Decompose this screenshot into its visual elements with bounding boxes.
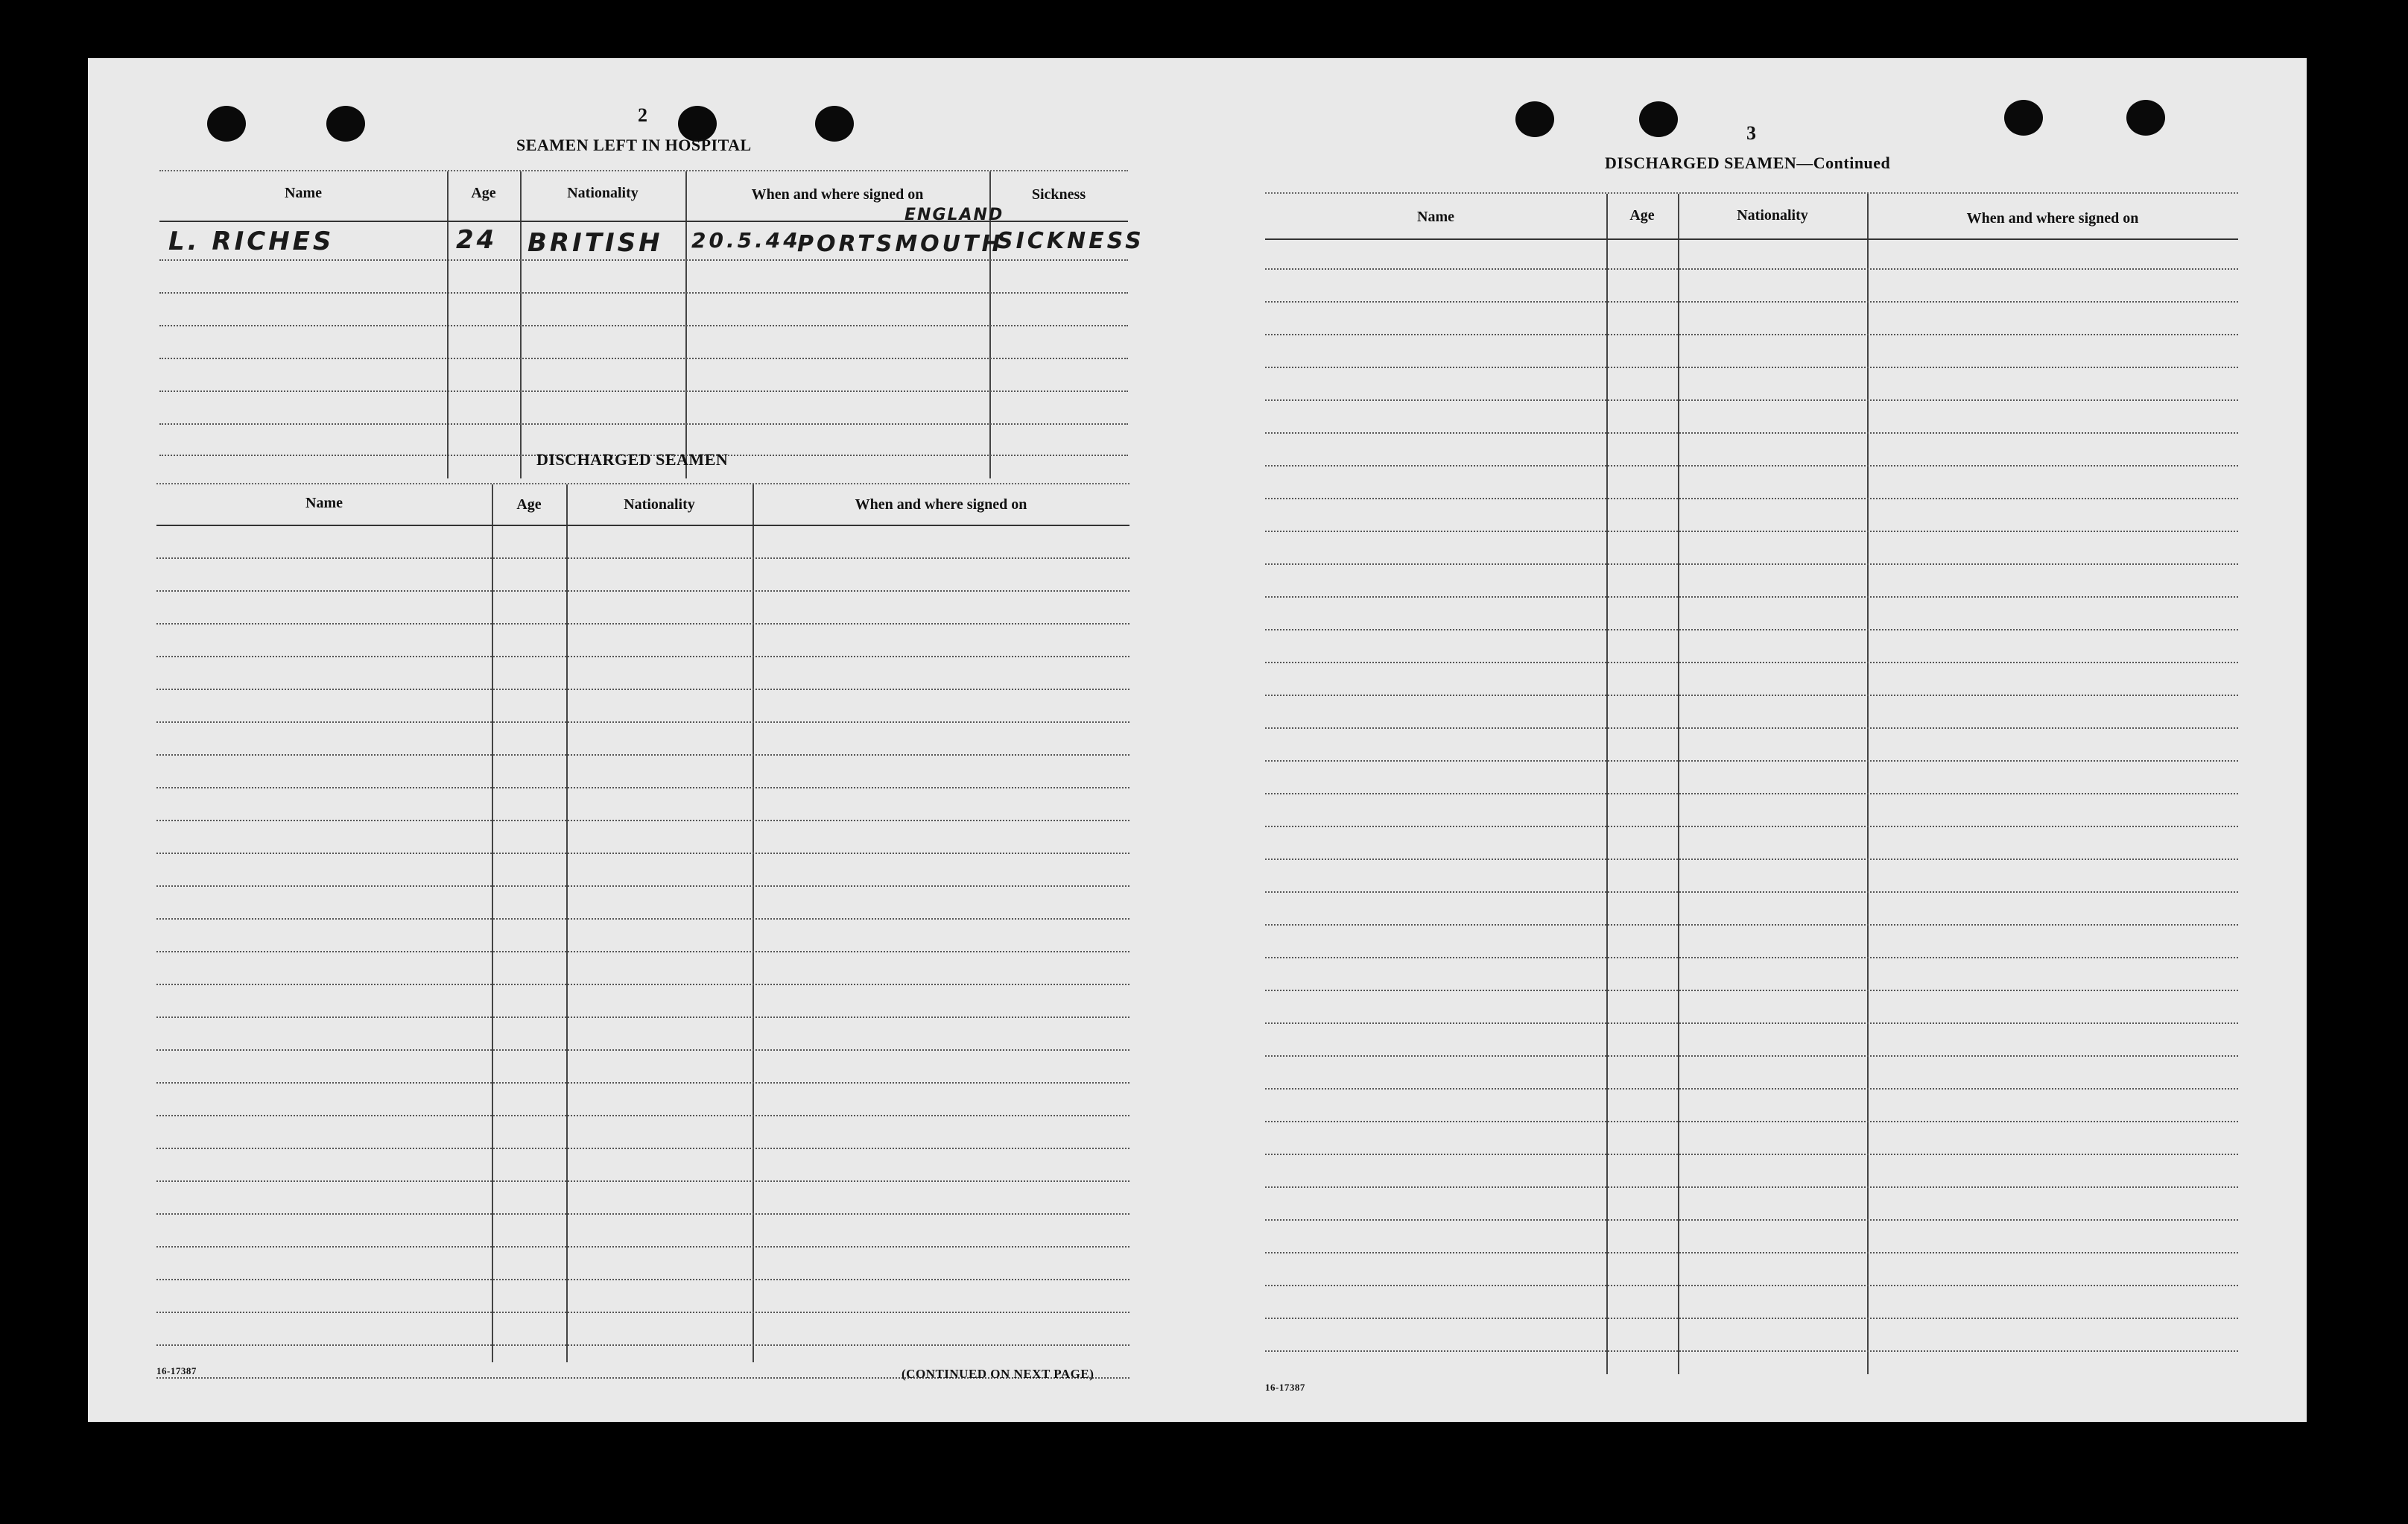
row-rule xyxy=(1265,1154,2238,1155)
column-divider xyxy=(1606,194,1608,1374)
discharged-table-left xyxy=(156,483,1129,1362)
row-rule xyxy=(1265,629,2238,630)
col-header-nationality: Nationality xyxy=(1737,207,1808,224)
column-divider xyxy=(1678,194,1679,1374)
right-section-title: DISCHARGED SEAMEN—Continued xyxy=(1605,154,1891,172)
row-rule xyxy=(1265,727,2238,729)
row-rule xyxy=(1265,465,2238,467)
row-rule xyxy=(156,984,1129,985)
row-rule xyxy=(1265,531,2238,532)
row-rule xyxy=(156,1312,1129,1313)
row-rule xyxy=(156,590,1129,592)
row-rule xyxy=(159,391,1128,392)
row-rule xyxy=(1265,1219,2238,1221)
row-rule xyxy=(156,1213,1129,1215)
row-rule xyxy=(1265,793,2238,794)
col-header-nationality: Nationality xyxy=(567,185,639,201)
col-header-name: Name xyxy=(305,495,343,511)
row-rule xyxy=(1265,498,2238,499)
row-rule xyxy=(156,820,1129,821)
row-rule xyxy=(156,1246,1129,1248)
entry-age: 24 xyxy=(456,225,498,255)
row-rule xyxy=(156,623,1129,625)
discharged-table-right xyxy=(1265,192,2238,1374)
row-rule xyxy=(156,1049,1129,1051)
row-rule xyxy=(1265,662,2238,663)
row-rule xyxy=(156,656,1129,657)
left-page-number: 2 xyxy=(638,104,647,126)
row-rule xyxy=(1265,367,2238,368)
entry-nationality: BRITISH xyxy=(527,228,663,258)
row-rule xyxy=(1265,1318,2238,1319)
row-rule xyxy=(156,885,1129,887)
col-header-age: Age xyxy=(516,496,542,513)
row-rule xyxy=(159,423,1128,425)
row-rule xyxy=(159,358,1128,359)
left-form-number: 16-17387 xyxy=(156,1365,197,1376)
col-header-name: Name xyxy=(1417,209,1454,225)
row-rule xyxy=(1265,859,2238,860)
row-rule xyxy=(156,787,1129,788)
row-rule xyxy=(1265,399,2238,401)
punch-hole xyxy=(1515,101,1554,137)
row-rule xyxy=(159,259,1128,261)
punch-hole xyxy=(1639,101,1678,137)
continued-note: (CONTINUED ON NEXT PAGE) xyxy=(902,1367,1094,1381)
row-rule xyxy=(156,1344,1129,1346)
row-rule xyxy=(156,951,1129,952)
row-rule xyxy=(1265,1022,2238,1024)
row-rule xyxy=(1265,695,2238,696)
entry-name: L. RICHES xyxy=(168,227,335,256)
row-rule xyxy=(1265,760,2238,762)
row-rule xyxy=(1265,301,2238,303)
row-rule xyxy=(156,1180,1129,1182)
row-rule xyxy=(156,1115,1129,1116)
row-rule xyxy=(1265,334,2238,335)
row-rule xyxy=(1265,268,2238,270)
col-header-signed-on: When and where signed on xyxy=(751,186,924,203)
row-rule xyxy=(156,853,1129,854)
col-header-sickness: Sickness xyxy=(1031,186,1086,203)
row-rule xyxy=(156,1016,1129,1018)
entry-sickness: SICKNESS xyxy=(997,228,1144,254)
row-rule xyxy=(1265,891,2238,893)
entry-date: 20.5.44 xyxy=(691,228,801,253)
row-rule xyxy=(1265,1186,2238,1188)
row-rule xyxy=(1265,596,2238,598)
entry-place: PORTSMOUTH xyxy=(797,231,1004,257)
row-rule xyxy=(1265,563,2238,565)
header-rule xyxy=(1265,238,2238,240)
punch-hole xyxy=(207,106,246,142)
col-header-name: Name xyxy=(285,185,322,201)
row-rule xyxy=(156,1082,1129,1084)
punch-hole xyxy=(2126,100,2165,136)
row-rule xyxy=(159,325,1128,326)
right-form-number: 16-17387 xyxy=(1265,1382,1305,1393)
row-rule xyxy=(1265,1055,2238,1057)
row-rule xyxy=(156,721,1129,723)
column-divider xyxy=(566,484,568,1362)
punch-hole xyxy=(815,106,854,142)
hospital-section-title: SEAMEN LEFT IN HOSPITAL xyxy=(516,136,752,154)
header-rule xyxy=(156,525,1129,526)
row-rule xyxy=(1265,1350,2238,1352)
punch-hole xyxy=(326,106,365,142)
document-sheet xyxy=(88,58,2307,1422)
row-rule xyxy=(1265,1252,2238,1253)
column-divider xyxy=(1867,194,1869,1374)
row-rule xyxy=(1265,1121,2238,1122)
entry-place-note: ENGLAND xyxy=(904,206,1004,224)
hospital-table xyxy=(159,170,1144,478)
row-rule xyxy=(156,1148,1129,1149)
col-header-age: Age xyxy=(1629,207,1655,224)
col-header-nationality: Nationality xyxy=(624,496,695,513)
row-rule xyxy=(156,1279,1129,1280)
row-rule xyxy=(156,754,1129,756)
row-rule xyxy=(1265,924,2238,926)
row-rule xyxy=(1265,1285,2238,1286)
row-rule xyxy=(1265,990,2238,991)
row-rule xyxy=(1265,957,2238,958)
right-page-number: 3 xyxy=(1746,122,1756,144)
row-rule xyxy=(156,689,1129,690)
row-rule xyxy=(159,292,1128,294)
row-rule xyxy=(1265,826,2238,827)
row-rule xyxy=(156,918,1129,920)
column-divider xyxy=(752,484,754,1362)
row-rule xyxy=(1265,1088,2238,1090)
col-header-signed-on: When and where signed on xyxy=(1966,210,2139,227)
punch-hole xyxy=(2004,100,2043,136)
col-header-signed-on: When and where signed on xyxy=(855,496,1027,513)
column-divider xyxy=(492,484,493,1362)
row-rule xyxy=(1265,432,2238,434)
col-header-age: Age xyxy=(471,185,496,201)
row-rule xyxy=(156,557,1129,559)
discharged-section-title: DISCHARGED SEAMEN xyxy=(536,450,729,469)
